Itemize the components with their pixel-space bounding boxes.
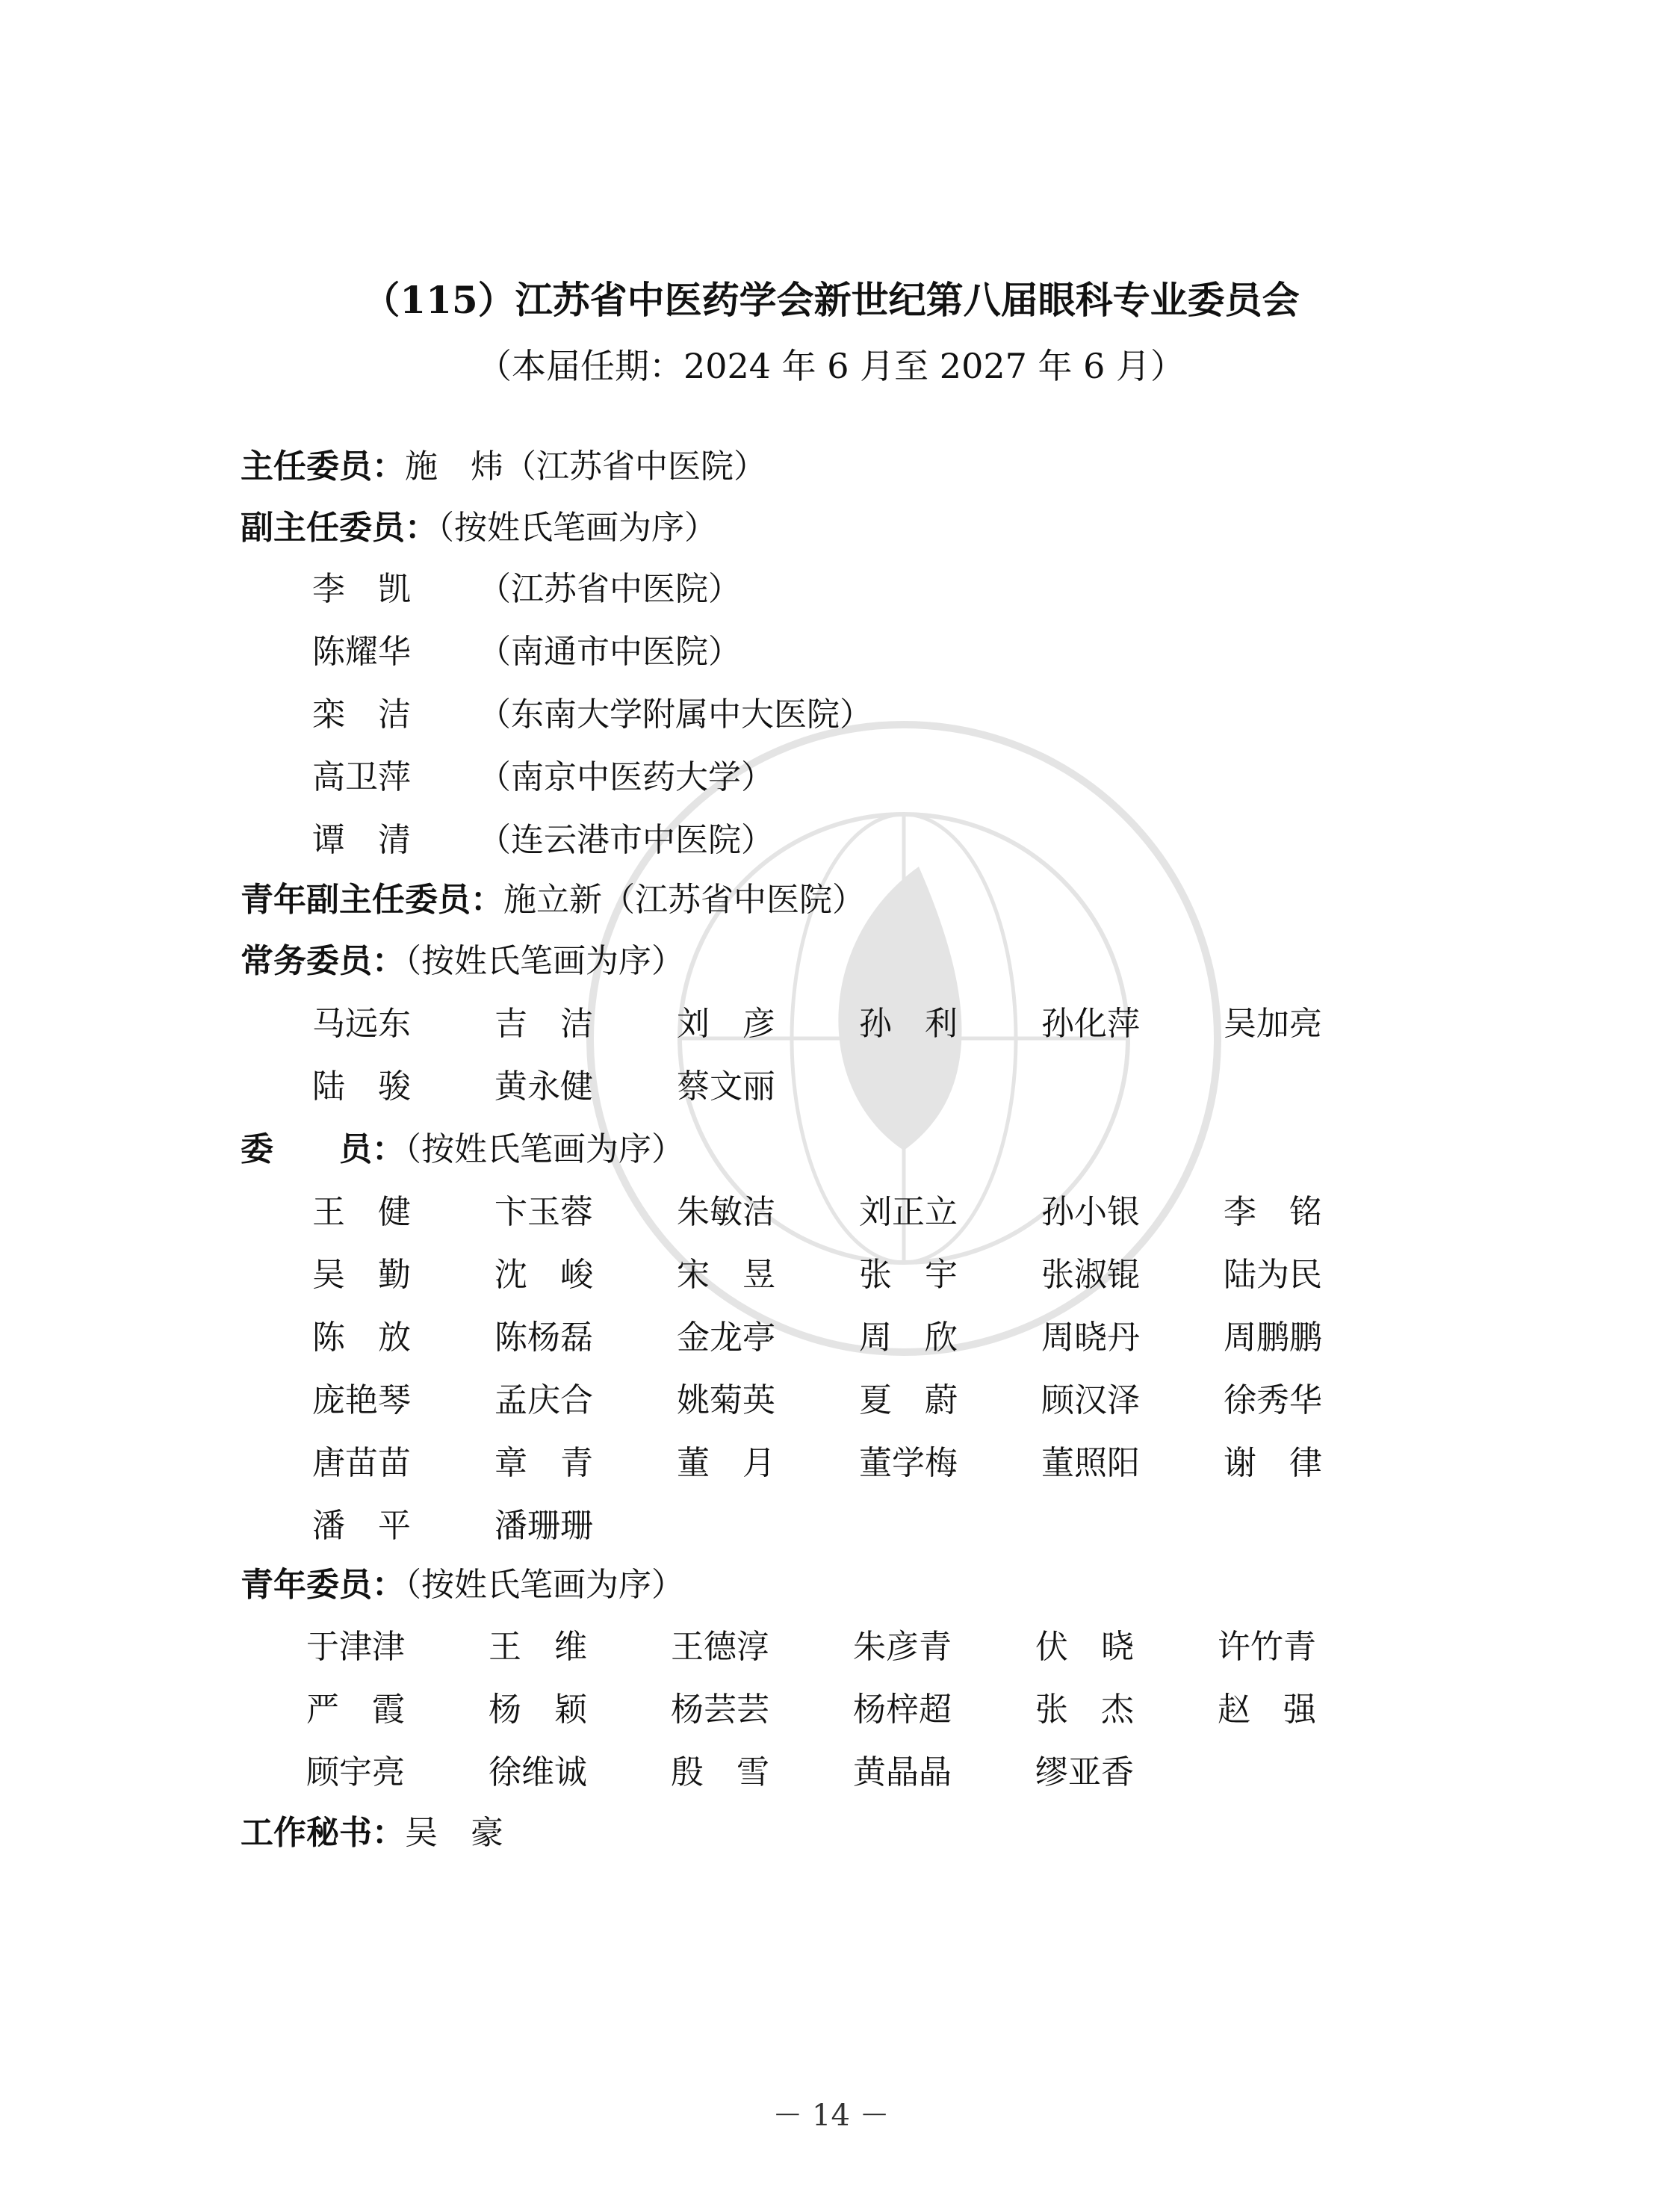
youth-vice-chair-section [241, 873, 865, 920]
member-name: 董照阳 [1041, 1444, 1140, 1482]
member-name: 夏 蔚 [859, 1381, 958, 1419]
member-name: 孟庆合 [494, 1381, 593, 1419]
member-name: 孙化萍 [1041, 1005, 1140, 1043]
chair-section [241, 439, 766, 487]
chair-label: 主任委员： [241, 447, 405, 486]
member-name: 王 维 [489, 1628, 587, 1666]
member-name: 吉 洁 [494, 1005, 593, 1043]
member-name: 王德淳 [671, 1628, 769, 1666]
vice-chair-note: （按姓氏笔画为序） [438, 509, 717, 547]
youth-members-label: 青年委员： [241, 1566, 405, 1604]
member-name: 蔡文丽 [677, 1068, 775, 1106]
vice-chair-label: 副主任委员： [241, 509, 438, 547]
page-title: （115）江苏省中医药学会新世纪第八届眼科专业委员会 [362, 278, 1300, 322]
member-name: 孙小银 [1041, 1193, 1140, 1231]
member-name: 张 杰 [1035, 1691, 1134, 1729]
member-name: 庞艳琴 [312, 1381, 411, 1419]
member-name: 吴 勤 [312, 1256, 411, 1294]
member-name: 宋 昱 [677, 1256, 775, 1294]
youth-vice-chair-value: 施立新（江苏省中医院） [503, 881, 865, 919]
page-number: － 14 － [772, 2098, 890, 2133]
standing-label: 常务委员： [241, 942, 405, 980]
member-name: 姚菊英 [677, 1381, 775, 1419]
members-heading [241, 1122, 684, 1170]
member-name: 沈 峻 [494, 1256, 593, 1294]
vice-chair-name: 谭 清 [312, 821, 411, 859]
member-name: 王 健 [312, 1193, 411, 1231]
secretary-label: 工作秘书： [241, 1814, 405, 1852]
member-name: 赵 强 [1218, 1691, 1316, 1729]
member-name: 董 月 [677, 1444, 775, 1482]
vice-chair-name: 李 凯 [312, 570, 411, 608]
youth-vice-chair-label: 青年副主任委员： [241, 881, 503, 919]
vice-chair-name: 栾 洁 [312, 695, 411, 734]
vice-chair-heading [241, 501, 717, 548]
member-name: 谢 律 [1224, 1444, 1322, 1482]
member-name: 徐秀华 [1224, 1381, 1322, 1419]
standing-heading [241, 934, 684, 982]
member-name: 陆 骏 [312, 1068, 411, 1106]
term-period: （本届任期：2024 年 6 月至 2027 年 6 月） [477, 346, 1185, 386]
member-name: 董学梅 [859, 1444, 958, 1482]
member-name: 李 铭 [1224, 1193, 1322, 1231]
member-name: 于津津 [306, 1628, 405, 1666]
member-name: 黄晶晶 [853, 1753, 952, 1791]
member-name: 顾汉泽 [1041, 1381, 1140, 1419]
member-name: 顾宇亮 [306, 1753, 405, 1791]
member-name: 卞玉蓉 [494, 1193, 593, 1231]
vice-chair-org: （南通市中医院） [478, 633, 741, 671]
secretary-value: 吴 豪 [405, 1814, 503, 1852]
member-name: 徐维诚 [489, 1753, 587, 1791]
member-name: 周晓丹 [1041, 1319, 1140, 1357]
member-name: 殷 雪 [671, 1753, 769, 1791]
member-name: 伏 晓 [1035, 1628, 1134, 1666]
member-name: 黄永健 [494, 1068, 593, 1106]
member-name: 章 青 [494, 1444, 593, 1482]
secretary-section [241, 1806, 503, 1853]
members-label: 委 员： [241, 1130, 405, 1168]
member-name: 杨梓超 [853, 1691, 952, 1729]
members-note: （按姓氏笔画为序） [405, 1130, 684, 1168]
member-name: 陈杨磊 [494, 1319, 593, 1357]
vice-chair-name: 陈耀华 [312, 633, 411, 671]
chair-value: 施 炜（江苏省中医院） [405, 447, 766, 486]
youth-members-note: （按姓氏笔画为序） [405, 1566, 684, 1604]
standing-note: （按姓氏笔画为序） [405, 942, 684, 980]
member-name: 唐苗苗 [312, 1444, 411, 1482]
member-name: 刘 彦 [677, 1005, 775, 1043]
member-name: 马远东 [312, 1005, 411, 1043]
member-name: 潘 平 [312, 1507, 411, 1545]
vice-chair-org: （南京中医药大学） [478, 758, 774, 796]
member-name: 周鹏鹏 [1224, 1319, 1322, 1357]
youth-members-heading [241, 1558, 684, 1605]
vice-chair-org: （江苏省中医院） [478, 570, 741, 608]
vice-chair-org: （东南大学附属中大医院） [478, 695, 872, 734]
vice-chair-name: 高卫萍 [312, 758, 411, 796]
member-name: 潘珊珊 [494, 1507, 593, 1545]
member-name: 刘正立 [859, 1193, 958, 1231]
member-name: 陈 放 [312, 1319, 411, 1357]
member-name: 周 欣 [859, 1319, 958, 1357]
member-name: 陆为民 [1224, 1256, 1322, 1294]
member-name: 严 霞 [306, 1691, 405, 1729]
member-name: 朱彦青 [853, 1628, 952, 1666]
member-name: 许竹青 [1218, 1628, 1316, 1666]
member-name: 张 宇 [859, 1256, 958, 1294]
member-name: 杨芸芸 [671, 1691, 769, 1729]
vice-chair-org: （连云港市中医院） [478, 821, 774, 859]
member-name: 张淑锟 [1041, 1256, 1140, 1294]
member-name: 缪亚香 [1035, 1753, 1134, 1791]
member-name: 金龙亭 [677, 1319, 775, 1357]
member-name: 朱敏洁 [677, 1193, 775, 1231]
member-name: 杨 颖 [489, 1691, 587, 1729]
member-name: 孙 利 [859, 1005, 958, 1043]
member-name: 吴加亮 [1224, 1005, 1322, 1043]
